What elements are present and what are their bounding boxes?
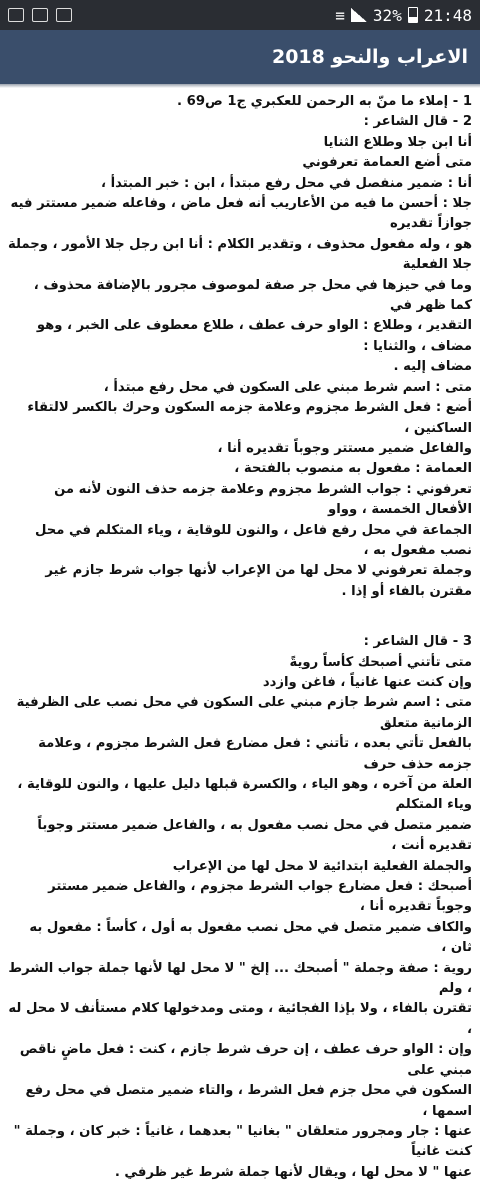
text-line: وإن : الواو حرف عطف ، إن حرف شرط جازم ، كنت : فعل ماضٍ ناقص مبني على: [19, 1042, 472, 1078]
text-line: بالفعل تأتي بعده ، تأتني : فعل مضارع فعل الشرط مجزوم ، وعلامة جزمه حذف حرف: [38, 736, 472, 772]
article-content[interactable]: [6, 92, 474, 1180]
close-box-icon: [32, 8, 48, 22]
signal-icon: [351, 8, 367, 22]
text-line: العلة من آخره ، وهو الياء ، والكسرة قبلها دليل عليها ، والنون للوقاية ، وياء المتكلم: [17, 777, 472, 813]
text-line: روية : صفة وجملة " أصبحك ... إلخ " لا محل لها لأنها جملة جواب الشرط ، ولم: [8, 960, 472, 997]
text-line: عنها : جار ومجرور متعلقان " بغانيا " بعدهما ، غانياً : خبر كان ، وجملة " كنت غانياً: [13, 1123, 472, 1160]
text-line: أصبحك : فعل مضارع جواب الشرط مجزوم ، والفاعل ضمير مستتر وجوباً تقديره أنا ،: [48, 879, 472, 915]
text-line: متى : اسم شرط مبني على السكون في محل رفع مبتدأ ،: [103, 379, 472, 395]
text-line: والفاعل ضمير مستتر وجوباً تقديره أنا ،: [217, 440, 472, 456]
game-icon: [56, 8, 72, 22]
text-line: هو ، وله مفعول محذوف ، وتقدير الكلام : أنا ابن رجل جلا الأمور ، وجملة جلا الفعلية: [7, 236, 472, 273]
text-line: مضاف إليه .: [393, 359, 472, 375]
text-line: والكاف ضمير متصل في محل نصب مفعول به أول ، كأساً : مفعول به ثان ،: [29, 919, 472, 956]
text-line: تقترن بالفاء ، ولا بإذا الفجائية ، ومتى ومدخولها كلام مستأنف لا محل له ،: [8, 1001, 472, 1037]
text-line: السكون في محل جزم فعل الشرط ، والتاء ضمير متصل في محل رفع اسمها ،: [25, 1083, 472, 1119]
text-line: العمامة : مفعول به منصوب بالفتحة ،: [234, 461, 472, 477]
image-icon: [8, 8, 24, 22]
text-line: 1 - إملاء ما منّ به الرحمن للعكبري ج1 ص69 .: [177, 94, 472, 109]
text-line: عنها " لا محل لها ، ويقال لأنها جملة شرط غير ظرفي .: [114, 1164, 472, 1180]
app-bar: [0, 30, 480, 84]
text-line: متى : اسم شرط جازم مبني على السكون في محل نصب على الظرفية الزمانية متعلق: [16, 695, 472, 731]
battery-icon: [408, 7, 418, 23]
battery-percent: 32%: [372, 5, 402, 25]
text-line: أضع : فعل الشرط مجزوم وعلامة جزمه السكون وحرك بالكسر لالتقاء الساكنين ،: [27, 400, 472, 436]
text-line: 3 - قال الشاعر :: [363, 634, 472, 650]
notification-icons: [8, 8, 72, 22]
app-title: الاعراب والنحو 2018: [271, 46, 468, 68]
text-line: وما في حيزها في محل جر صفة لموصوف مجرور بالإضافة محذوف ، كما ظهر في: [33, 277, 472, 314]
status-indicators: [335, 6, 472, 25]
text-line: تعرفوني : جواب الشرط مجزوم وعلامة جزمه حذف النون لأنه من الأفعال الخمسة ، وواو: [54, 481, 472, 518]
clock: 21:48: [423, 5, 472, 25]
text-line: ضمير متصل في محل نصب مفعول به ، والفاعل ضمير مستتر وجوباً تقديره أنت ،: [37, 817, 472, 854]
text-line: وجملة تعرفوني لا محل لها من الإعراب لأنها جواب شرط جازم غير مقترن بالفاء أو إذا .: [45, 563, 472, 599]
text-line: أنا : ضمير منفصل في محل رفع مبتدأ ، ابن : خبر المبتدأ ،: [100, 175, 472, 191]
app-bar-shadow: [0, 84, 480, 88]
text-line: جلا : أحسن ما فيه من الأعاريب أنه فعل ماض ، وفاعله ضمير مستتر فيه جوازاً تقديره: [10, 196, 472, 232]
text-line: 2 - قال الشاعر :: [363, 114, 472, 130]
text-line: متى أضع العمامة تعرفوني: [302, 155, 472, 171]
text-line: وإن كنت عنها غانياً ، فاغن وازدد: [262, 674, 472, 690]
text-line: أنا ابن جلا وطلاع الثنايا: [323, 134, 472, 150]
text-line: الجماعة في محل رفع فاعل ، والنون للوقاية ، وياء المتكلم في محل نصب مفعول به ،: [35, 522, 472, 558]
status-bar: [0, 0, 480, 30]
text-line: التقدير ، وطلاع : الواو حرف عطف ، طلاع معطوف على الخبر ، وهو مضاف ، والثنايا :: [36, 318, 472, 354]
menu-icon: ≡: [335, 5, 345, 25]
text-line: والجملة الفعلية ابتدائية لا محل لها من الإعراب: [172, 858, 472, 874]
section-gap: [6, 602, 474, 632]
text-line: متى تأتني أصبحك كأساً رويةً: [289, 654, 472, 670]
